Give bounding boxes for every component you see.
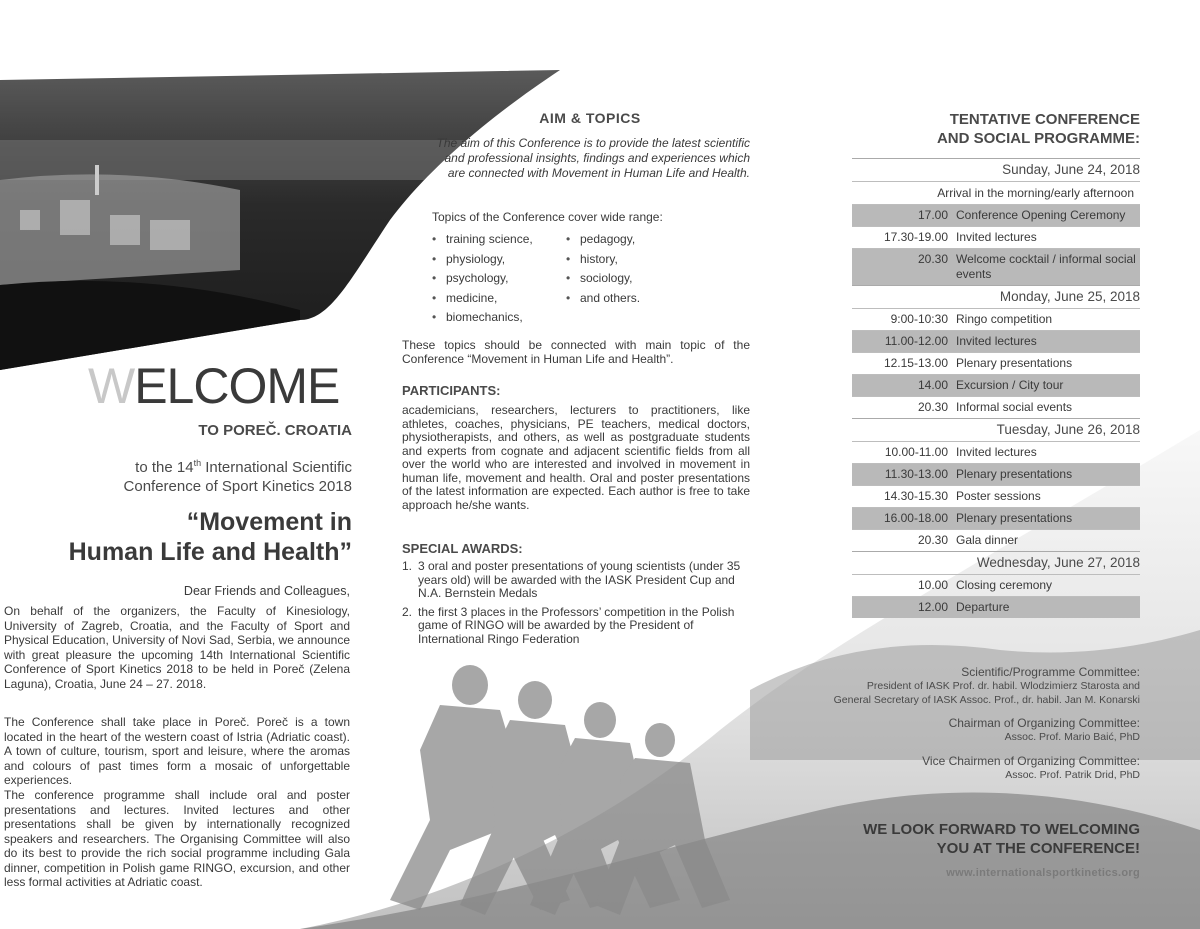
website-link[interactable]: www.internationalsportkinetics.org <box>946 867 1140 879</box>
programme-heading-line-2: AND SOCIAL PROGRAMME: <box>936 130 1140 147</box>
organizing-committee-chair <box>760 716 1140 744</box>
conference-line-1: to the 14th International Scientific <box>135 458 352 476</box>
schedule-row: 11.30-13.00 Plenary presentations <box>852 463 1140 485</box>
committee-role: Chairman of Organizing Committee: <box>948 716 1140 730</box>
schedule-row: 12.15-13.00 Plenary presentations <box>852 352 1140 374</box>
greeting: Dear Friends and Colleagues, <box>183 584 350 598</box>
participants-text: academicians, researchers, lecturers to practitioners, like athletes, coaches, physicians, PE teachers, medical doctors, physiotherapists, and others, as well as postgraduate students and experts from cognate and adjacent scientific fields from all over the world who are interested and involved in movement in human life, movement and health. Oral and poster presentations of the latest information are expected. Each author is free to take approach he/she wants. <box>402 403 750 512</box>
special-awards-list <box>402 560 750 651</box>
list-item: • physiology, <box>432 250 533 270</box>
conference-line-2: Conference of Sport Kinetics 2018 <box>123 478 352 495</box>
schedule-row: 11.00-12.00 Invited lectures <box>852 330 1140 352</box>
programme-schedule <box>852 158 1140 618</box>
topics-intro: Topics of the Conference cover wide range: <box>432 210 663 224</box>
theme-title-line-2: Human Life and Health” <box>68 538 352 566</box>
topics-note: These topics should be connected with main topic of the Conference “Movement in Human Life and Health”. <box>402 338 750 366</box>
list-item: 1. 3 oral and poster presentations of young scientists (under 35 years old) will be awarded with the IASK President Cup and N.A. Bernstein Medals <box>402 559 741 600</box>
schedule-row: 17.00 Conference Opening Ceremony <box>852 204 1140 226</box>
programme-heading <box>900 110 1140 148</box>
schedule-row: 10.00 Closing ceremony <box>852 574 1140 596</box>
closing-line-1: WE LOOK FORWARD TO WELCOMING <box>863 821 1140 838</box>
schedule-row: 10.00-11.00 Invited lectures <box>852 441 1140 463</box>
list-item: • training science, <box>432 230 533 250</box>
day-header: Sunday, June 24, 2018 <box>852 158 1140 181</box>
topics-list-col1 <box>432 230 533 328</box>
list-item: • biomechanics, <box>432 308 533 328</box>
closing-message <box>800 820 1140 858</box>
location-paragraph: The Conference shall take place in Poreč. Poreč is a town located in the heart of the western coast of Istria (Adriatic coast). A town of culture, tourism, sport and leisure, where the aromas and colours of past times form a mosaic of unforgettable experiences. <box>4 715 350 787</box>
day-header: Tuesday, June 26, 2018 <box>852 418 1140 441</box>
schedule-row: 20.30 Informal social events <box>852 396 1140 418</box>
list-item: • sociology, <box>566 269 640 289</box>
schedule-row: 20.30 Welcome cocktail / informal social events <box>852 248 1140 285</box>
organizing-committee-vice-chair <box>760 754 1140 782</box>
list-item: • medicine, <box>432 289 533 309</box>
topics-list-col2 <box>566 230 640 308</box>
aim-text: The aim of this Conference is to provide the latest scientific and professional insights, findings and experiences which are connected with Movement in Human Life and Health. <box>436 136 750 180</box>
list-item: • and others. <box>566 289 640 309</box>
committee-member: General Secretary of IASK Assoc. Prof., dr. habil. Jan M. Konarski <box>833 694 1140 706</box>
committee-member: Assoc. Prof. Mario Baić, PhD <box>1004 731 1140 743</box>
programme-heading-line-1: TENTATIVE CONFERENCE <box>949 111 1140 128</box>
scientific-committee <box>760 665 1140 707</box>
arrival-note: Arrival in the morning/early afternoon <box>852 181 1140 204</box>
day-header: Monday, June 25, 2018 <box>852 285 1140 308</box>
participants-heading: PARTICIPANTS: <box>402 383 501 398</box>
schedule-row: 9:00-10:30 Ringo competition <box>852 308 1140 330</box>
list-item: • history, <box>566 250 640 270</box>
list-item: • psychology, <box>432 269 533 289</box>
intro-paragraph: On behalf of the organizers, the Faculty of Kinesiology, University of Zagreb, Croatia, and the Faculty of Sport and Physical Education, University of Novi Sad, Serbia, we announce with great pleasure the upcoming 14th International Scientific Conference of Sport Kinetics 2018 to be held in Poreč (Zelena Laguna), Croatia, June 24 – 27. 2018. <box>4 604 350 691</box>
schedule-row: 14.00 Excursion / City tour <box>852 374 1140 396</box>
special-awards-heading: SPECIAL AWARDS: <box>402 541 523 556</box>
list-item: • pedagogy, <box>566 230 640 250</box>
committee-role: Scientific/Programme Committee: <box>961 665 1140 679</box>
schedule-row: 12.00 Departure <box>852 596 1140 618</box>
day-header: Wednesday, June 27, 2018 <box>852 551 1140 574</box>
schedule-row: 16.00-18.00 Plenary presentations <box>852 507 1140 529</box>
theme-title-line-1: “Movement in <box>186 508 352 536</box>
aim-topics-heading: AIM & TOPICS <box>539 110 641 126</box>
committee-member: Assoc. Prof. Patrik Drid, PhD <box>1005 769 1140 781</box>
list-item: 2. the first 3 places in the Professors’ competition in the Polish game of RINGO will be awarded by the President of International Ringo Federation <box>402 604 735 646</box>
location-subtitle: TO POREČ. CROATIA <box>198 422 352 439</box>
schedule-row: 17.30-19.00 Invited lectures <box>852 226 1140 248</box>
closing-line-2: YOU AT THE CONFERENCE! <box>936 840 1140 857</box>
committee-member: President of IASK Prof. dr. habil. Wlodzimierz Starosta and <box>866 680 1140 692</box>
committee-role: Vice Chairmen of Organizing Committee: <box>922 754 1140 768</box>
welcome-heading: WELCOME <box>88 358 340 414</box>
programme-paragraph: The conference programme shall include oral and poster presentations and lectures. Invited lectures and other presentations shall be given by internationally recognized speakers and researchers. The Organising Committee will also do its best to provide the rich social programme including Gala dinner, competition in Polish game RINGO, excursion, and other less formal activities at Adriatic coast. <box>4 788 350 889</box>
schedule-row: 20.30 Gala dinner <box>852 529 1140 551</box>
schedule-row: 14.30-15.30 Poster sessions <box>852 485 1140 507</box>
